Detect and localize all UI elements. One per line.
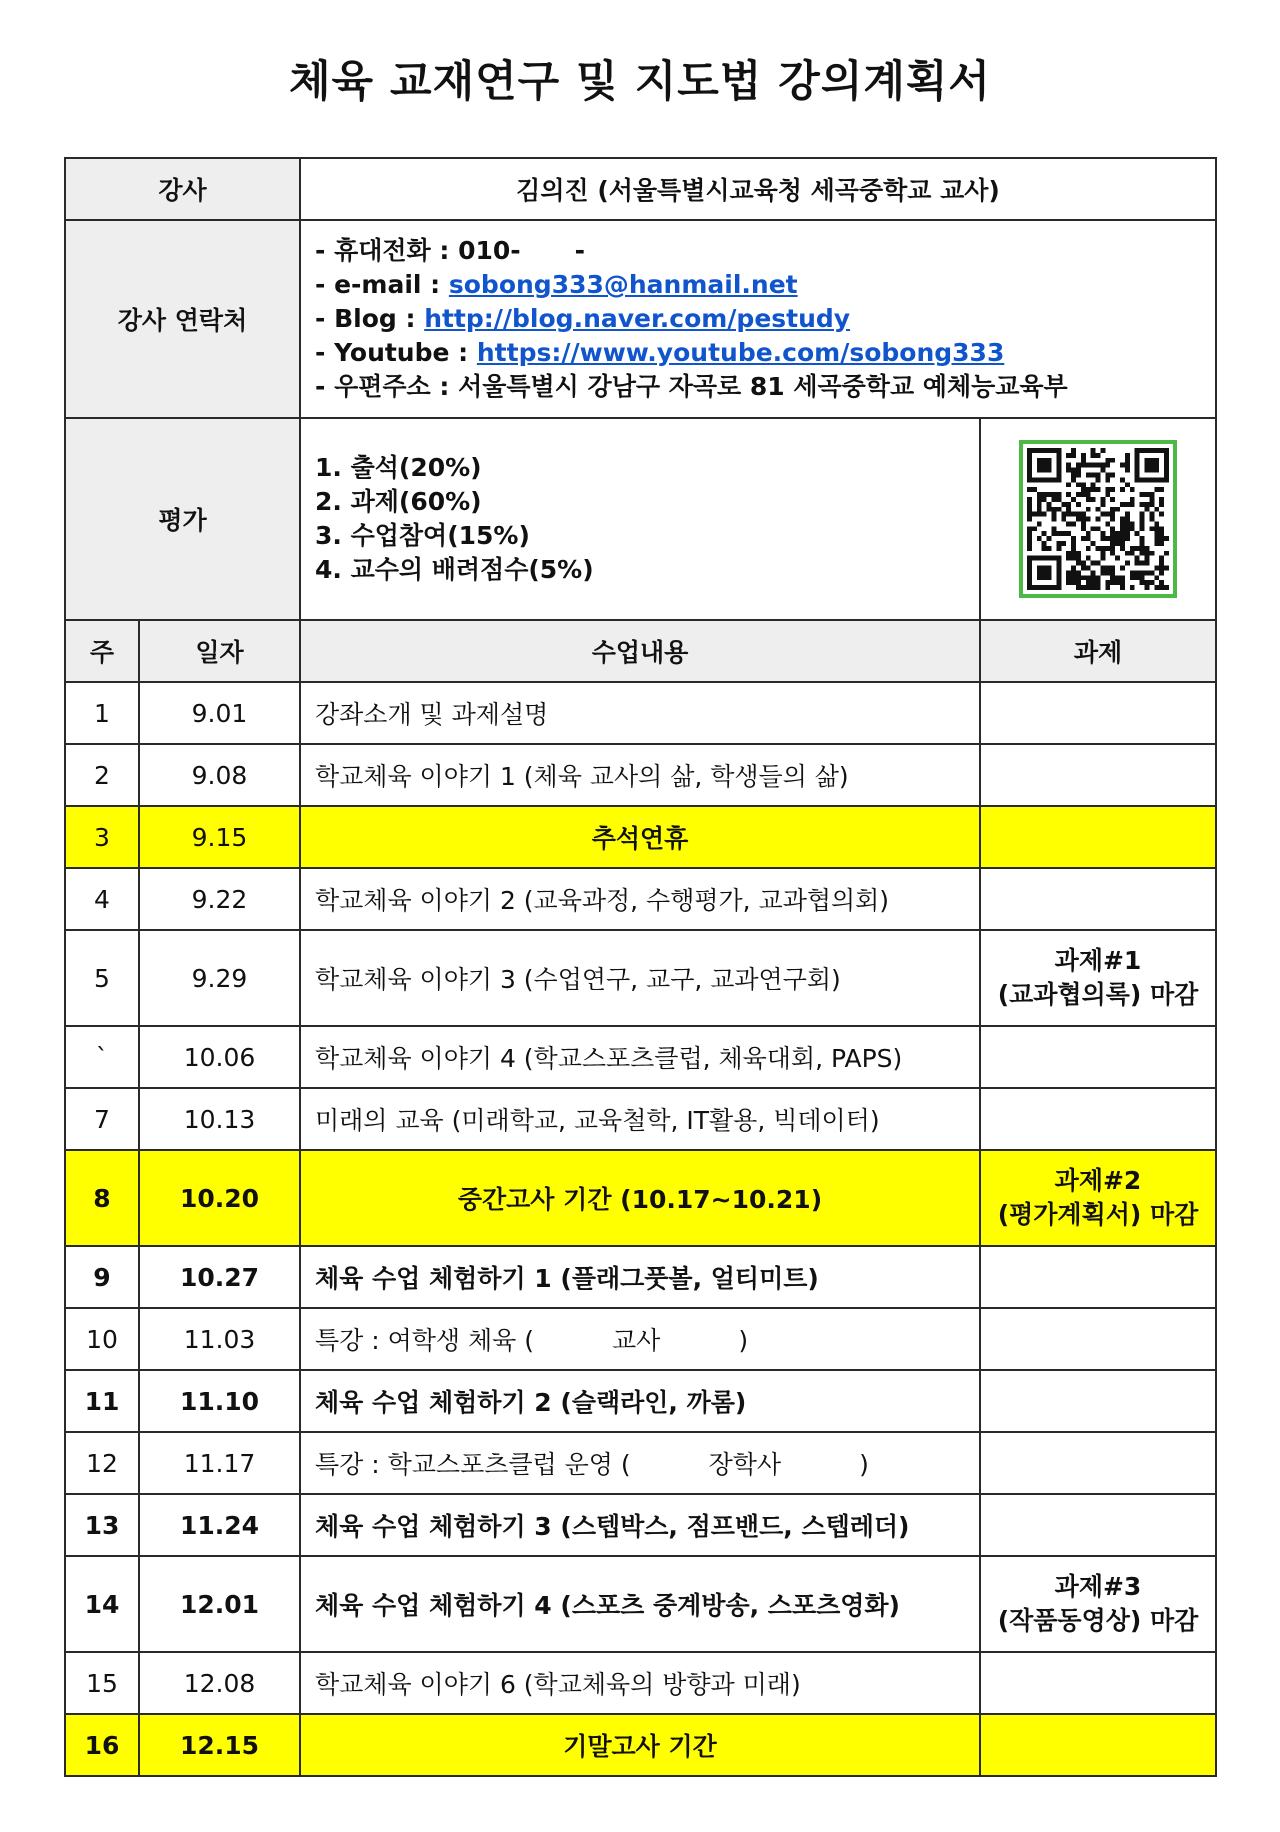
schedule-row xyxy=(65,744,1216,806)
evaluation-label: 평가 xyxy=(65,418,300,620)
date-cell: 9.01 xyxy=(139,682,300,744)
contact-row xyxy=(65,220,1216,418)
week-cell: 2 xyxy=(65,744,139,806)
week-cell: 7 xyxy=(65,1088,139,1150)
address-line: - 우편주소 : 서울특별시 강남구 자곡로 81 세곡중학교 예체능교육부 xyxy=(315,372,1068,401)
assignment-title: 과제#1 xyxy=(1054,946,1142,975)
assignment-cell xyxy=(980,1308,1216,1370)
week-cell: 11 xyxy=(65,1370,139,1432)
assignment-cell xyxy=(980,682,1216,744)
date-cell: 10.06 xyxy=(139,1026,300,1088)
week-cell: 14 xyxy=(65,1556,139,1652)
qr-cell xyxy=(980,418,1216,620)
week-cell: 8 xyxy=(65,1150,139,1246)
assignment-cell xyxy=(980,1150,1216,1246)
week-cell: 1 xyxy=(65,682,139,744)
week-cell: 12 xyxy=(65,1432,139,1494)
content-cell: 강좌소개 및 과제설명 xyxy=(300,682,980,744)
content-cell: 미래의 교육 (미래학교, 교육철학, IT활용, 빅데이터) xyxy=(300,1088,980,1150)
email-line: - e-mail : sobong333@hanmail.net xyxy=(315,270,798,299)
content-cell: 중간고사 기간 (10.17~10.21) xyxy=(300,1150,980,1246)
week-cell: ` xyxy=(65,1026,139,1088)
content-cell: 학교체육 이야기 6 (학교체육의 방향과 미래) xyxy=(300,1652,980,1714)
content-cell: 학교체육 이야기 3 (수업연구, 교구, 교과연구회) xyxy=(300,930,980,1026)
week-cell: 3 xyxy=(65,806,139,868)
schedule-row-highlight xyxy=(65,806,1216,868)
schedule-header-row xyxy=(65,620,1216,682)
schedule-row xyxy=(65,1308,1216,1370)
date-cell: 9.15 xyxy=(139,806,300,868)
assignment-cell xyxy=(980,744,1216,806)
assignment-cell xyxy=(980,1556,1216,1652)
contact-details xyxy=(300,220,1216,418)
blog-line: - Blog : http://blog.naver.com/pestudy xyxy=(315,304,851,333)
content-cell: 체육 수업 체험하기 2 (슬랙라인, 까롬) xyxy=(300,1370,980,1432)
evaluation-items xyxy=(300,418,980,620)
week-header: 주 xyxy=(65,620,139,682)
date-cell: 9.22 xyxy=(139,868,300,930)
assignment-cell xyxy=(980,1026,1216,1088)
page-title: 체육 교재연구 및 지도법 강의계획서 xyxy=(289,57,991,107)
content-cell: 체육 수업 체험하기 4 (스포츠 중계방송, 스포츠영화) xyxy=(300,1556,980,1652)
assignment-title: 과제#2 xyxy=(1054,1166,1142,1195)
schedule-row xyxy=(65,1088,1216,1150)
date-cell: 11.24 xyxy=(139,1494,300,1556)
content-cell: 학교체육 이야기 1 (체육 교사의 삶, 학생들의 삶) xyxy=(300,744,980,806)
assignment-title: 과제#3 xyxy=(1054,1572,1142,1601)
assignment-cell xyxy=(980,868,1216,930)
week-cell: 9 xyxy=(65,1246,139,1308)
blog-link[interactable]: http://blog.naver.com/pestudy xyxy=(424,304,851,333)
date-cell: 11.10 xyxy=(139,1370,300,1432)
assignment-cell xyxy=(980,1652,1216,1714)
syllabus-table xyxy=(64,157,1217,1777)
schedule-row xyxy=(65,868,1216,930)
content-cell: 특강 : 여학생 체육 ( 교사 ) xyxy=(300,1308,980,1370)
schedule-row xyxy=(65,930,1216,1026)
date-cell: 12.08 xyxy=(139,1652,300,1714)
week-cell: 4 xyxy=(65,868,139,930)
schedule-row xyxy=(65,1556,1216,1652)
content-cell: 특강 : 학교스포츠클럽 운영 ( 장학사 ) xyxy=(300,1432,980,1494)
content-cell: 추석연휴 xyxy=(300,806,980,868)
phone-line: - 휴대전화 : 010- - xyxy=(315,236,586,265)
date-cell: 9.08 xyxy=(139,744,300,806)
youtube-link[interactable]: https://www.youtube.com/sobong333 xyxy=(476,338,1005,367)
date-cell: 11.17 xyxy=(139,1432,300,1494)
schedule-row xyxy=(65,1370,1216,1432)
assignment-desc: (교과협의록) 마감 xyxy=(997,980,1199,1009)
week-cell: 5 xyxy=(65,930,139,1026)
assignment-cell xyxy=(980,806,1216,868)
content-cell: 체육 수업 체험하기 3 (스텝박스, 점프밴드, 스텝레더) xyxy=(300,1494,980,1556)
schedule-row xyxy=(65,1026,1216,1088)
schedule-row xyxy=(65,1494,1216,1556)
assignment-cell xyxy=(980,1088,1216,1150)
assignment-cell xyxy=(980,1494,1216,1556)
qr-code-icon[interactable] xyxy=(1019,440,1177,598)
date-cell: 10.20 xyxy=(139,1150,300,1246)
content-cell: 체육 수업 체험하기 1 (플래그풋볼, 얼티미트) xyxy=(300,1246,980,1308)
assignment-cell xyxy=(980,1714,1216,1776)
assignment-cell xyxy=(980,1370,1216,1432)
youtube-line: - Youtube : https://www.youtube.com/sobong333 xyxy=(315,338,1005,367)
week-cell: 10 xyxy=(65,1308,139,1370)
assignment-cell xyxy=(980,930,1216,1026)
schedule-row xyxy=(65,1246,1216,1308)
assignment-cell xyxy=(980,1432,1216,1494)
content-cell: 학교체육 이야기 2 (교육과정, 수행평가, 교과협의회) xyxy=(300,868,980,930)
date-cell: 10.13 xyxy=(139,1088,300,1150)
content-cell: 학교체육 이야기 4 (학교스포츠클럽, 체육대회, PAPS) xyxy=(300,1026,980,1088)
content-cell: 기말고사 기간 xyxy=(300,1714,980,1776)
date-header: 일자 xyxy=(139,620,300,682)
week-cell: 16 xyxy=(65,1714,139,1776)
instructor-row xyxy=(65,158,1216,220)
date-cell: 10.27 xyxy=(139,1246,300,1308)
evaluation-item: 4. 교수의 배려점수(5%) xyxy=(315,555,594,584)
evaluation-row xyxy=(65,418,1216,620)
contact-label: 강사 연락처 xyxy=(65,220,300,418)
evaluation-item: 1. 출석(20%) xyxy=(315,453,482,482)
date-cell: 12.01 xyxy=(139,1556,300,1652)
date-cell: 11.03 xyxy=(139,1308,300,1370)
assignment-cell xyxy=(980,1246,1216,1308)
assignment-header: 과제 xyxy=(980,620,1216,682)
assignment-desc: (작품동영상) 마감 xyxy=(997,1606,1199,1635)
schedule-row xyxy=(65,682,1216,744)
week-cell: 13 xyxy=(65,1494,139,1556)
evaluation-item: 3. 수업참여(15%) xyxy=(315,521,530,550)
evaluation-item: 2. 과제(60%) xyxy=(315,487,482,516)
schedule-row xyxy=(65,1432,1216,1494)
email-link[interactable]: sobong333@hanmail.net xyxy=(448,270,798,299)
assignment-desc: (평가계획서) 마감 xyxy=(997,1200,1199,1229)
content-header: 수업내용 xyxy=(300,620,980,682)
schedule-row xyxy=(65,1652,1216,1714)
week-cell: 15 xyxy=(65,1652,139,1714)
date-cell: 12.15 xyxy=(139,1714,300,1776)
instructor-value: 김의진 (서울특별시교육청 세곡중학교 교사) xyxy=(300,158,1216,220)
instructor-label: 강사 xyxy=(65,158,300,220)
schedule-row-highlight xyxy=(65,1150,1216,1246)
date-cell: 9.29 xyxy=(139,930,300,1026)
schedule-row-highlight xyxy=(65,1714,1216,1776)
